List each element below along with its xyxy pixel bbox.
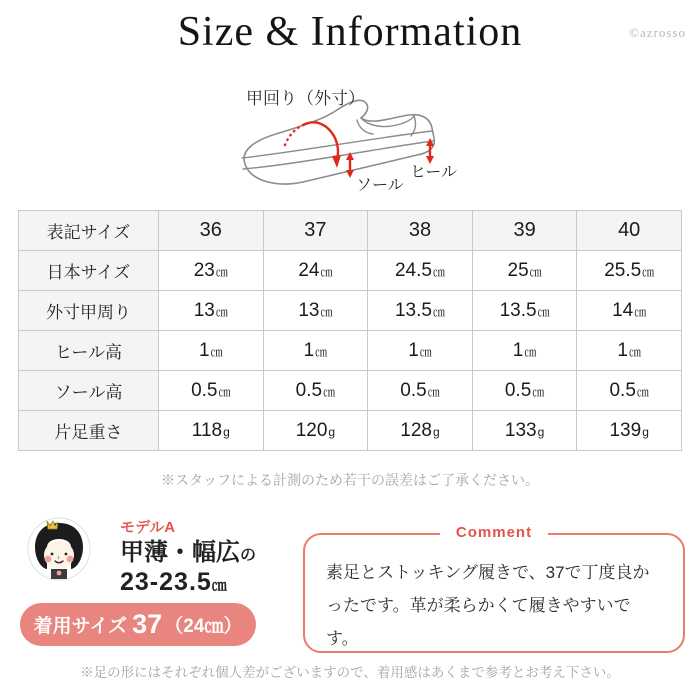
copyright-watermark: ©azrosso [629,25,686,40]
size-cell: 120g [263,411,368,451]
comment-box [303,524,685,653]
size-cell: 13.5㎝ [472,291,577,331]
worn-size-number: 37 [132,609,163,639]
model-name: モデルA [120,519,176,536]
model-description [120,516,256,597]
comment-label: Comment [440,524,548,541]
size-cell: 1㎝ [577,331,682,371]
comment-text: 素足とストッキング履きで、37で丁度良かったです。革が柔らかくて履きやすいです。 [326,563,650,649]
model-fit-section [20,514,290,650]
size-cell: 14㎝ [577,291,682,331]
size-cell: 25.5㎝ [577,251,682,291]
row-label: ソール高 [19,371,159,411]
size-cell: 40 [577,211,682,251]
row-label: 日本サイズ [19,251,159,291]
size-cell: 1㎝ [368,331,473,371]
size-cell: 24.5㎝ [368,251,473,291]
heel-label: ヒール [410,164,458,181]
row-label: 表記サイズ [19,211,159,251]
size-cell: 36 [159,211,264,251]
size-cell: 39 [472,211,577,251]
size-cell: 23㎝ [159,251,264,291]
foot-size-unit: ㎝ [211,576,227,594]
size-cell: 139g [577,411,682,451]
shoe-outline [244,100,434,184]
size-table [18,210,682,451]
instep-measure-label: 甲回り（外寸） [246,89,365,108]
disclaimer-note: ※足の形にはそれぞれ個人差がございますので、着用感はあくまで参考とお考え下さい。 [80,665,620,680]
worn-size-prefix: 着用サイズ [33,616,128,637]
size-cell: 118g [159,411,264,451]
size-cell: 13.5㎝ [368,291,473,331]
size-cell: 133g [472,411,577,451]
foot-type-particle: の [240,547,257,564]
size-cell: 0.5㎝ [263,371,368,411]
cheek-left [45,556,52,563]
size-cell: 38 [368,211,473,251]
row-label: 片足重さ [19,411,159,451]
table-row [19,371,682,411]
foot-size-value: 23-23.5 [120,567,212,596]
table-row [19,251,682,291]
size-cell: 13㎝ [263,291,368,331]
size-cell: 13㎝ [159,291,264,331]
worn-size-cm: （24㎝） [164,616,243,637]
model-foot-size [120,568,256,597]
size-cell: 1㎝ [159,331,264,371]
sole-label: ソール [356,177,404,194]
cheek-right [67,556,74,563]
size-cell: 128g [368,411,473,451]
table-row [19,411,682,451]
size-cell: 24㎝ [263,251,368,291]
shoe-measurement-diagram [225,82,505,210]
row-label: 外寸甲周り [19,291,159,331]
size-cell: 1㎝ [263,331,368,371]
table-row [19,211,682,251]
bow-icon [57,571,62,576]
row-label: ヒール高 [19,331,159,371]
size-cell: 0.5㎝ [368,371,473,411]
size-cell: 0.5㎝ [159,371,264,411]
table-row [19,331,682,371]
page-title: Size & Information [177,9,523,55]
worn-size-pill [20,603,256,646]
size-cell: 1㎝ [472,331,577,371]
size-cell: 25㎝ [472,251,577,291]
table-row [19,291,682,331]
size-cell: 0.5㎝ [472,371,577,411]
size-cell: 37 [263,211,368,251]
model-avatar [27,517,91,581]
foot-type-text: 甲薄・幅広 [120,539,240,566]
measurement-note: ※スタッフによる計測のため若干の誤差はご了承ください。 [161,472,539,488]
size-cell: 0.5㎝ [577,371,682,411]
model-foot-type [120,539,256,568]
size-table-body [19,211,682,451]
